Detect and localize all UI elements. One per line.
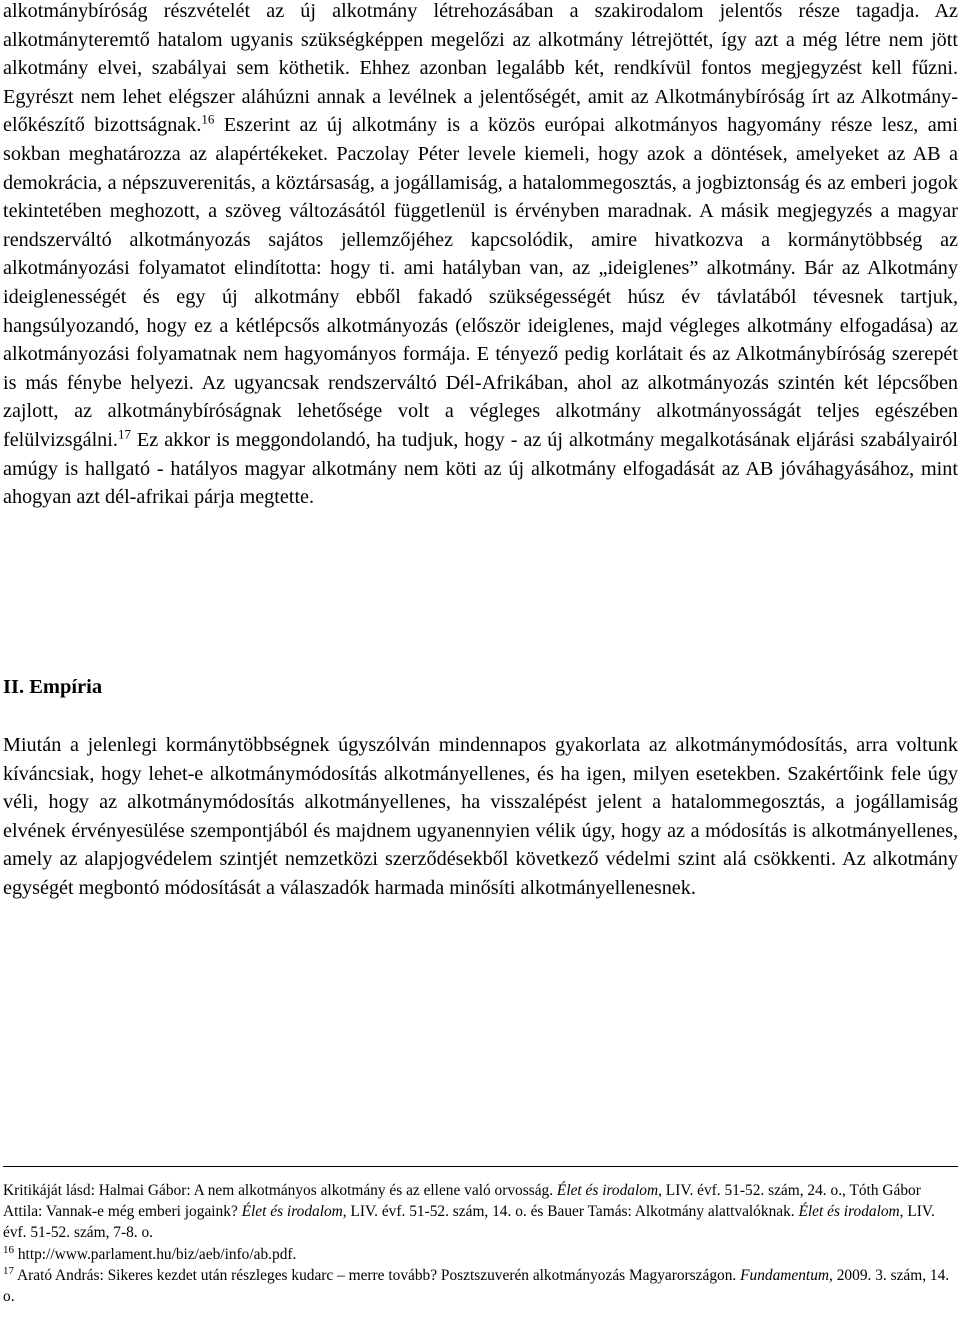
text-run: , LIV. évf. 51-52. szám, 7-8. o. xyxy=(3,1203,935,1242)
footnote-divider xyxy=(3,1166,958,1167)
text-run: Ez akkor is meggondolandó, ha tudjuk, hogy - az új alkotmány megalkotásának eljárási szabályairól amúgy is hallgató - hatályos magyar alkotmány nem köti az új alkotmány elfogadását az AB jóváhagyásához, mint ahogyan azt dél-afrikai párja megtette. xyxy=(3,428,958,509)
text-run: Kritikáját lásd: Halmai Gábor: A nem alkotmányos alkotmány és az ellene való orvosság. xyxy=(3,1182,557,1199)
footnote-ref-17: 17 xyxy=(117,426,131,442)
footnote-number: 17 xyxy=(3,1264,14,1277)
footnotes xyxy=(3,1180,958,1307)
section-heading: II. Empíria xyxy=(3,676,103,698)
journal-title: Élet és irodalom xyxy=(556,1182,659,1199)
footnote-ref-16: 16 xyxy=(201,111,215,127)
body-paragraph-2: Miután a jelenlegi kormánytöbbségnek úgyszólván mindennapos gyakorlata az alkotmánymódosítás, arra voltunk kíváncsiak, hogy lehet-e alkotmánymódosítás alkotmányellenes, és ha igen, milyen esetekben. Szakértőink fele úgy véli, hogy az alkotmánymódosítás alkotmányellenes, ha visszalépést jelent a hatalommegosztás, a jogállamiság elvének érvényesülése szempontjából és majdnem ugyanennyien vélik úgy, hogy az a módosítás is alkotmányellenes, amely az alapjogvédelem szintjét nemzetközi szerződésekből következő védelmi szint alá csökkenti. Az alkotmány egységét megbontó módosítását a válaszadók harmada minősíti alkotmányellenesnek. xyxy=(3,734,958,899)
document-page xyxy=(3,0,958,512)
journal-title: Élet és irodalom xyxy=(241,1203,343,1221)
journal-title: Fundamentum xyxy=(740,1266,830,1284)
body-paragraph-1 xyxy=(3,0,958,512)
footnote-15 xyxy=(3,1180,958,1244)
text-run: Eszerint az új alkotmány is a közös európai alkotmányos hagyomány része lesz, ami sokban meghatározza az alapértékeket. Paczolay Péter levele kiemeli, hogy azok a döntések, amelyeket az AB a demokrácia, a népszuverenitás, a köztársaság, a jogállamiság, a hatalommegosztás, a jogbiztonság és az emberi jogok tekintetében meghozott, a szöveg változásától függetlenül is érvényben maradnak. A másik megjegyzés a magyar rendszerváltó alkotmányozás sajátos jellemzőjéhez kapcsolódik, amire hivatkozva a kormánytöbbség az alkotmányozási folyamatot elindította: hogy ti. ami hatályban van, az „ideiglenes” alkotmány. Bár az Alkotmány ideiglenességét és egy új alkotmány ebből fakadó szükségességét húsz év távlatából tévesnek tartjuk, hangsúlyozandó, hogy ez a kétlépcsős alkotmányozás (először ideiglenes, majd végleges alkotmány elfogadása) az alkotmányozási folyamatnak nem hagyományos formája. E tényező pedig korlátait és az Alkotmánybíróság szerepét is más fénybe helyezi. Az ugyancsak rendszerváltó Dél-Afrikában, ahol az alkotmányozás szintén két lépcsőben zajlott, az alkotmánybíróságnak lehetősége volt a végleges alkotmány alkotmányosságát teljes egészében felülvizsgálni. xyxy=(3,114,958,451)
text-run: , LIV. évf. 51-52. szám, 24. o., Tóth Gábor Attila: Vannak-e még emberi jogaink? xyxy=(3,1182,921,1221)
journal-title: Élet és irodalom xyxy=(798,1203,900,1221)
footnote-url: http://www.parlament.hu/biz/aeb/info/ab.pdf. xyxy=(14,1245,297,1263)
text-run: , LIV. évf. 51-52. szám, 14. o. és Bauer Tamás: Alkotmány alattvalóknak. xyxy=(342,1203,799,1221)
footnote-16 xyxy=(3,1244,958,1265)
footnote-17 xyxy=(3,1265,958,1307)
text-run: , 2009. 3. szám, 14. o. xyxy=(3,1266,950,1306)
footnote-number: 16 xyxy=(3,1243,14,1256)
text-run: alkotmánybíróság részvételét az új alkotmány létrehozásában a szakirodalom jelentős része tagadja. Az alkotmányteremtő hatalom ugyanis szükségképpen megelőzi az alkotmány létrejöttét, így azt a még létre nem jött alkotmány elvei, szabályai sem köthetik. Ehhez azonban legalább két, rendkívül fontos megjegyzést kell fűzni. Egyrészt nem lehet elégszer aláhúzni annak a levélnek a jelentőségét, amit az Alkotmánybíróság írt az Alkotmány-előkészítő bizottságnak. xyxy=(3,0,958,137)
text-run: Arató András: Sikeres kezdet után részleges kudarc – merre tovább? Posztszuverén alkotmányozás Magyarországon. xyxy=(14,1266,741,1284)
